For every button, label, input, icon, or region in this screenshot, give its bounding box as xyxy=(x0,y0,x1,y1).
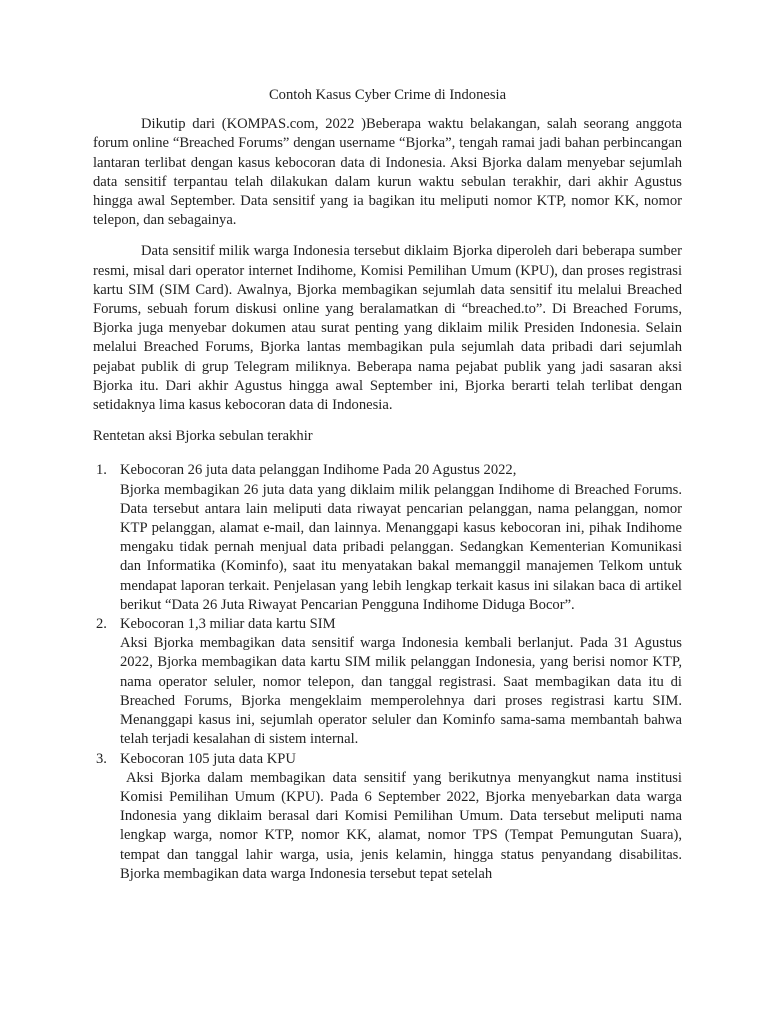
incident-list xyxy=(93,461,682,883)
list-item-number: 1. xyxy=(96,462,107,479)
list-item-body: Aksi Bjorka membagikan data sensitif warga Indonesia kembali berlanjut. Pada 31 Agustus 2022, Bjorka membagikan data kartu SIM milik pelanggan Indonesia, yang berisi nomor KTP, nama operator seluler, nomor telepon, dan tanggal registrasi. Saat membagikan data itu di Breached Forums, Bjorka mengeklaim memperolehnya dari proses registrasi kartu SIM. Menanggapi kasus ini, sejumlah operator seluler dan Kominfo sama-sama membantah bahwa telah terjadi kesalahan di sistem internal. xyxy=(120,635,682,748)
list-item xyxy=(93,461,682,615)
list-item-heading: Kebocoran 26 juta data pelanggan Indihome Pada 20 Agustus 2022, xyxy=(120,462,517,479)
list-item xyxy=(93,750,682,884)
list-item-body: Bjorka membagikan 26 juta data yang diklaim milik pelanggan Indihome di Breached Forums. Data tersebut antara lain meliputi data riwayat pencarian pelanggan, nama pelanggan, nomor KTP pelanggan, alamat e-mail, dan lainnya. Menanggapi kasus kebocoran ini, pihak Indihome mengaku tidak pernah menjual data pribadi pelanggan. Sedangkan Kementerian Komunikasi dan Informatika (Kominfo), saat itu menyatakan bakal memanggil manajemen Telkom untuk mendapat laporan terkait. Penjelasan yang lebih lengkap terkait kasus ini silakan baca di artikel berikut “Data 26 Juta Riwayat Pencarian Pengguna Indihome Diduga Bocor”. xyxy=(120,481,682,613)
paragraph-sources: Data sensitif milik warga Indonesia tersebut diklaim Bjorka diperoleh dari beberapa sumber resmi, misal dari operator internet Indihome, Komisi Pemilihan Umum (KPU), dan proses registrasi kartu SIM (SIM Card). Awalnya, Bjorka membagikan sejumlah data sensitif itu melalui Breached Forums, sebuah forum diskusi online yang beralamatkan di “breached.to”. Di Breached Forums, Bjorka juga menyebar dokumen atau surat penting yang diklaim milik Presiden Indonesia. Selain melalui Breached Forums, Bjorka lantas membagikan pula sejumlah data pribadi dari sejumlah pejabat publik di grup Telegram miliknya. Beberapa nama pejabat publik yang jadi sasaran aksi Bjorka itu. Dari akhir Agustus hingga awal September ini, Bjorka berarti telah terlibat dengan setidaknya lima kasus kebocoran data di Indonesia. xyxy=(93,243,682,414)
list-intro: Rentetan aksi Bjorka sebulan terakhir xyxy=(93,428,313,445)
paragraph-intro: Dikutip dari (KOMPAS.com, 2022 )Beberapa waktu belakangan, salah seorang anggota forum online “Breached Forums” dengan username “Bjorka”, tengah ramai jadi bahan perbincangan lantaran terlibat dengan kasus kebocoran data di Indonesia. Aksi Bjorka dalam menyebar sejumlah data sensitif terpantau telah dilakukan dalam kurun waktu sebulan terakhir, dari akhir Agustus hingga awal September. Data sensitif yang ia bagikan itu meliputi nomor KTP, nomor KK, nomor telepon, dan sebagainya. xyxy=(93,116,682,229)
list-item-heading: Kebocoran 105 juta data KPU xyxy=(120,750,296,767)
list-item-heading: Kebocoran 1,3 miliar data kartu SIM xyxy=(120,616,336,633)
list-item-body: Aksi Bjorka dalam membagikan data sensitif yang berikutnya menyangkut nama institusi Komisi Pemilihan Umum (KPU). Pada 6 September 2022, Bjorka menyebarkan data warga Indonesia yang diklaim berasal dari Komisi Pemilihan Umum. Data tersebut meliputi nama lengkap warga, nomor KTP, nomor KK, alamat, nomor TPS (Tempat Pemungutan Suara), tempat dan tanggal lahir warga, usia, jenis kelamin, hingga status penyandang disabilitas. Bjorka membagikan data warga Indonesia tersebut tepat setelah xyxy=(120,769,682,882)
document-title: Contoh Kasus Cyber Crime di Indonesia xyxy=(268,87,507,103)
list-item xyxy=(93,615,682,749)
list-item-number: 2. xyxy=(96,616,107,633)
list-item-number: 3. xyxy=(96,750,107,767)
